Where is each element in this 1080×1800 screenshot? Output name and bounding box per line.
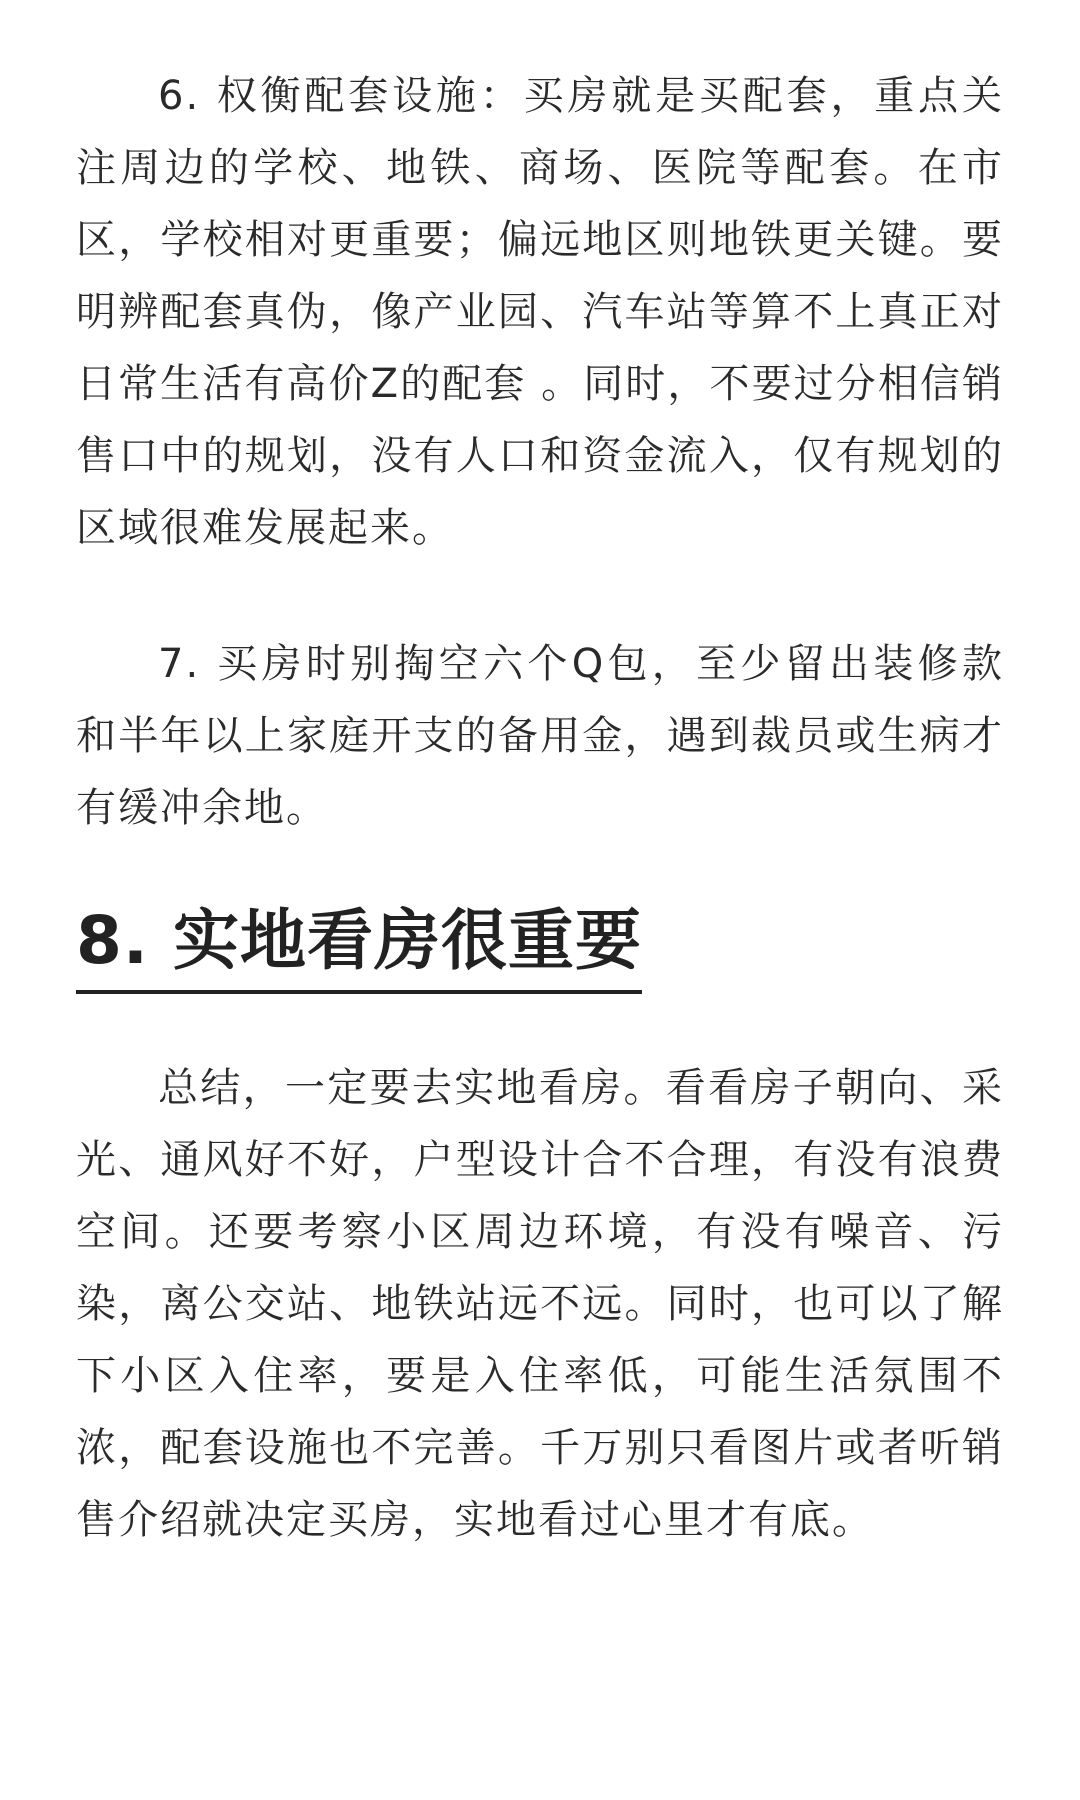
paragraph-8-site-visit: 总结，一定要去实地看房。看看房子朝向、采光、通风好不好，户型设计合不合理，有没有浪费空间。还要考察小区周边环境，有没有噪音、污染，离公交站、地铁站远不远。同时，也可以了解下小区入住率，要是入住率低，可能生活氛围不浓，配套设施也不完善。千万别只看图片或者听销售介绍就决定买房，实地看过心里才有底。 bbox=[76, 1065, 1004, 1543]
paragraph-6-facilities: 6. 权衡配套设施：买房就是买配套，重点关注周边的学校、地铁、商场、医院等配套。在市区，学校相对更重要；偏远地区则地铁更关键。要明辨配套真伪，像产业园、汽车站等算不上真正对日常生活有高价Z的配套 。同时，不要过分相信销售口中的规划，没有人口和资金流入，仅有规划的区域很难发展起来。 bbox=[76, 73, 1004, 551]
section-heading-8: 8. 实地看房很重要 bbox=[76, 898, 642, 994]
section-heading-wrapper bbox=[76, 898, 1004, 994]
paragraph-7-reserve-fund: 7. 买房时别掏空六个Q包，至少留出装修款和半年以上家庭开支的备用金，遇到裁员或生病才有缓冲余地。 bbox=[76, 641, 1004, 831]
